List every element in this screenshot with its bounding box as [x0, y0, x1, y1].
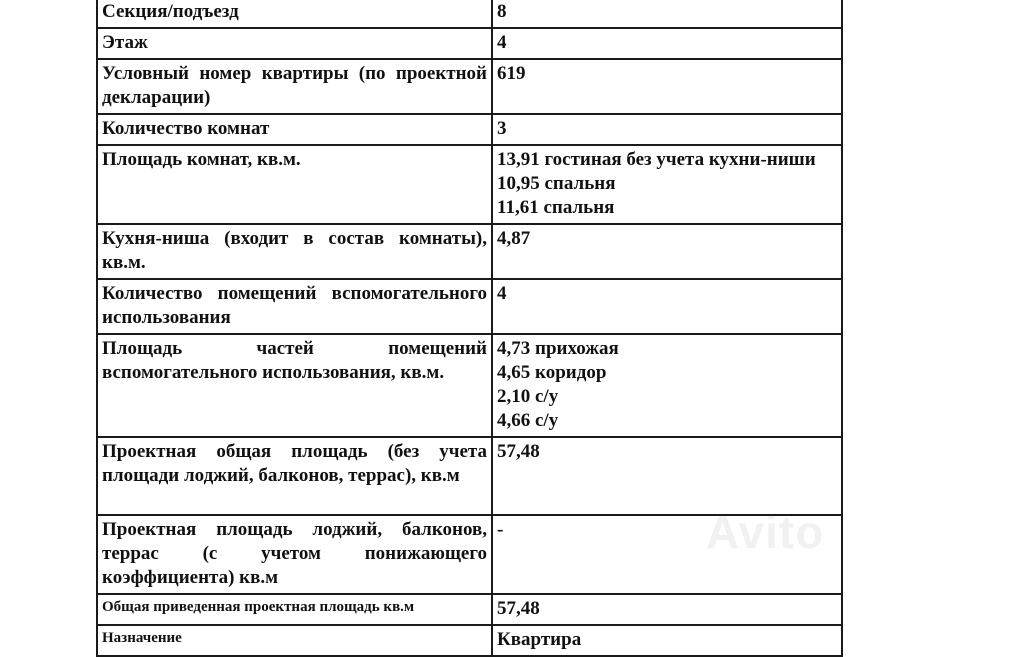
row-label: Количество помещений вспомогательного использования [97, 279, 492, 334]
table-row [97, 594, 842, 625]
table-row [97, 224, 842, 279]
row-label: Секция/подъезд [97, 0, 492, 28]
table-row [97, 515, 842, 594]
row-value: 8 [492, 0, 842, 28]
row-value: - [492, 515, 842, 594]
row-label: Назначение [97, 625, 492, 656]
row-value: 619 [492, 59, 842, 114]
row-label: Проектная общая площадь (без учета площади лоджий, балконов, террас), кв.м [97, 437, 492, 515]
apartment-spec-table [96, 0, 843, 657]
row-value: Квартира [492, 625, 842, 656]
table-row [97, 334, 842, 437]
row-value: 4,73 прихожая 4,65 коридор 2,10 с/у 4,66 с/у [492, 334, 842, 437]
row-label: Кухня-ниша (входит в состав комнаты), кв.м. [97, 224, 492, 279]
table-row [97, 28, 842, 59]
table-row [97, 625, 842, 656]
row-label: Проектная площадь лоджий, балконов, террас (с учетом понижающего коэффициента) кв.м [97, 515, 492, 594]
table-row [97, 145, 842, 224]
row-value: 57,48 [492, 437, 842, 515]
row-label: Этаж [97, 28, 492, 59]
table-row [97, 59, 842, 114]
table-row [97, 0, 842, 28]
row-value: 4,87 [492, 224, 842, 279]
row-label: Площадь частей помещений вспомогательного использования, кв.м. [97, 334, 492, 437]
table-row [97, 114, 842, 145]
table-row [97, 437, 842, 515]
row-value: 4 [492, 28, 842, 59]
watermark: Avito [706, 506, 825, 558]
row-label: Количество комнат [97, 114, 492, 145]
row-label: Общая приведенная проектная площадь кв.м [97, 594, 492, 625]
row-label: Площадь комнат, кв.м. [97, 145, 492, 224]
table-row [97, 279, 842, 334]
row-label: Условный номер квартиры (по проектной декларации) [97, 59, 492, 114]
row-value: 13,91 гостиная без учета кухни-ниши 10,95 спальня 11,61 спальня [492, 145, 842, 224]
row-value: 3 [492, 114, 842, 145]
row-value: 4 [492, 279, 842, 334]
row-value: 57,48 [492, 594, 842, 625]
